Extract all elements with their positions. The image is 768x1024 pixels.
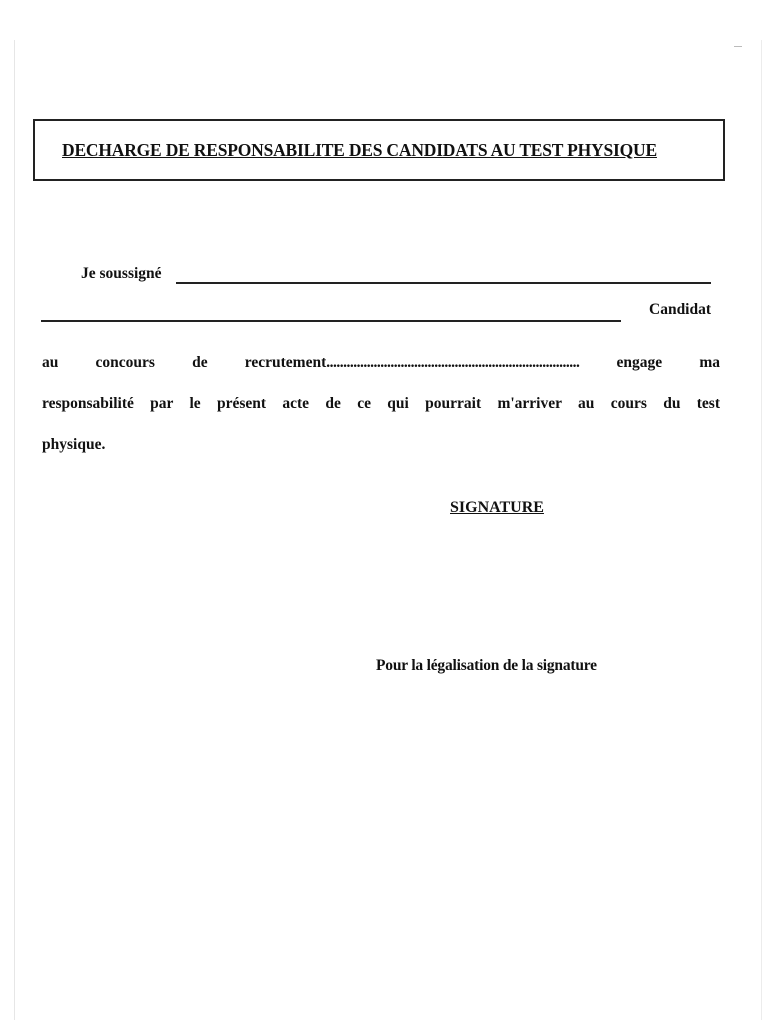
candidat-label: Candidat: [649, 301, 712, 318]
scan-edge-left: [14, 40, 15, 1020]
paragraph-line-1: [42, 342, 720, 383]
name-fill-line-continued: [41, 320, 621, 322]
concours-dots: ...........................................................................: [326, 354, 580, 371]
legalisation-label: Pour la légalisation de la signature: [376, 657, 597, 674]
concours-text: au concours de recrutement: [42, 354, 327, 371]
scan-edge-right: [761, 40, 762, 1020]
declaration-paragraph: [42, 342, 720, 465]
name-fill-line: [176, 282, 711, 284]
scan-mark: [734, 46, 742, 47]
document-title: DECHARGE DE RESPONSABILITE DES CANDIDATS AU TEST PHYSIQUE: [62, 140, 657, 160]
soussigne-label: Je soussigné: [81, 265, 162, 282]
engage-text: engage ma: [616, 354, 721, 371]
paragraph-line-3: physique.: [42, 436, 106, 453]
signature-heading: SIGNATURE: [450, 499, 544, 516]
paragraph-line-2: responsabilité par le présent acte de ce qui pourrait m'arriver au cours du test: [42, 395, 720, 412]
